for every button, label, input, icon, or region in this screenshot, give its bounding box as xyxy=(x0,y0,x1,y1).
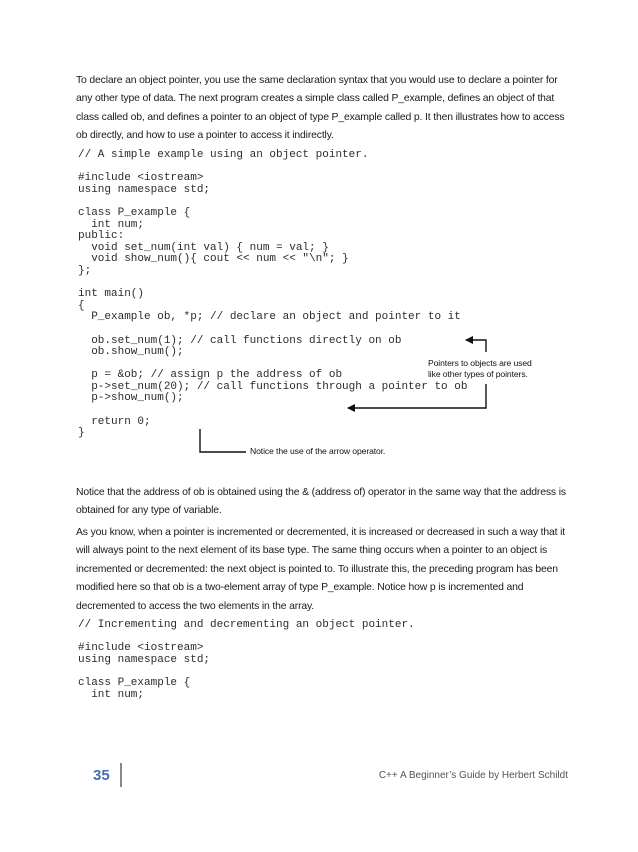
code-line: class P_example { xyxy=(78,676,191,689)
pointers-annotation-line-2: like other types of pointers. xyxy=(428,369,528,379)
arrow-to-address-assignment xyxy=(348,384,486,408)
paragraph-increment: As you know, when a pointer is incremented or decremented, it is increased or decreased in such a way that it will always point to the next element of its base type. The same thing occurs when a pointer to an object is incremented or decremented: the next object is pointed to. To illustrate this, the preceding program has been modified here so that ob is a two-element array of type P_example. Notice how p is incremented and decremented to access the two elements in the array. xyxy=(76,527,566,612)
code-line: p->show_num(); xyxy=(78,392,184,405)
code-line: // A simple example using an object pointer. xyxy=(78,149,369,161)
code-line: public: xyxy=(78,230,125,243)
arrow-operator-annotation: Notice the use of the arrow operator. xyxy=(250,446,386,456)
footer-book-title: C++ A Beginner’s Guide by Herbert Schildt xyxy=(378,770,568,781)
code-line: }; xyxy=(78,264,92,277)
paragraph-intro: To declare an object pointer, you use the same declaration syntax that you would use to declare a pointer for any other type of data. The next program creates a simple class called P_example, defines an object of that class called ob, and defines a pointer to an object of type P_example called p. It then illustrates how to access ob directly, and how to use a pointer to access it indirectly. xyxy=(76,75,565,142)
code-line: ob.set_num(1); // call functions directly on ob xyxy=(78,334,402,347)
code-line: p = &ob; // assign p the address of ob xyxy=(78,369,343,382)
code-line: p->set_num(20); // call functions through a pointer to ob xyxy=(78,380,468,393)
footer-divider xyxy=(120,763,122,787)
code-line: } xyxy=(78,427,85,440)
arrow-operator-bracket xyxy=(200,429,246,452)
code-line: return 0; xyxy=(78,415,151,428)
code-line: int main() xyxy=(78,288,145,301)
code-line: int num; xyxy=(78,688,145,701)
code-line: class P_example { xyxy=(78,206,191,219)
code-line: { xyxy=(78,299,85,312)
pointers-annotation-line-1: Pointers to objects are used xyxy=(428,358,532,368)
code-line: void show_num(){ cout << num << "\n"; } xyxy=(78,253,349,266)
code-line: #include <iostream> xyxy=(78,172,204,185)
code-listing-increment-pointer xyxy=(78,620,415,701)
code-line: void set_num(int val) { num = val; } xyxy=(78,241,329,254)
code-line: using namespace std; xyxy=(78,653,211,666)
code-line: int num; xyxy=(78,218,145,231)
code-line: ob.show_num(); xyxy=(78,346,184,359)
code-line: using namespace std; xyxy=(78,183,211,196)
paragraph-address-of: Notice that the address of ob is obtained using the & (address of) operator in the same way that the address is obtained for any type of variable. xyxy=(76,487,566,517)
code-line: // Incrementing and decrementing an object pointer. xyxy=(78,619,415,631)
page-number: 35 xyxy=(93,767,110,784)
code-line: P_example ob, *p; // declare an object and pointer to it xyxy=(78,311,461,324)
arrow-to-pointer-declaration xyxy=(466,340,486,352)
code-line: #include <iostream> xyxy=(78,642,204,655)
